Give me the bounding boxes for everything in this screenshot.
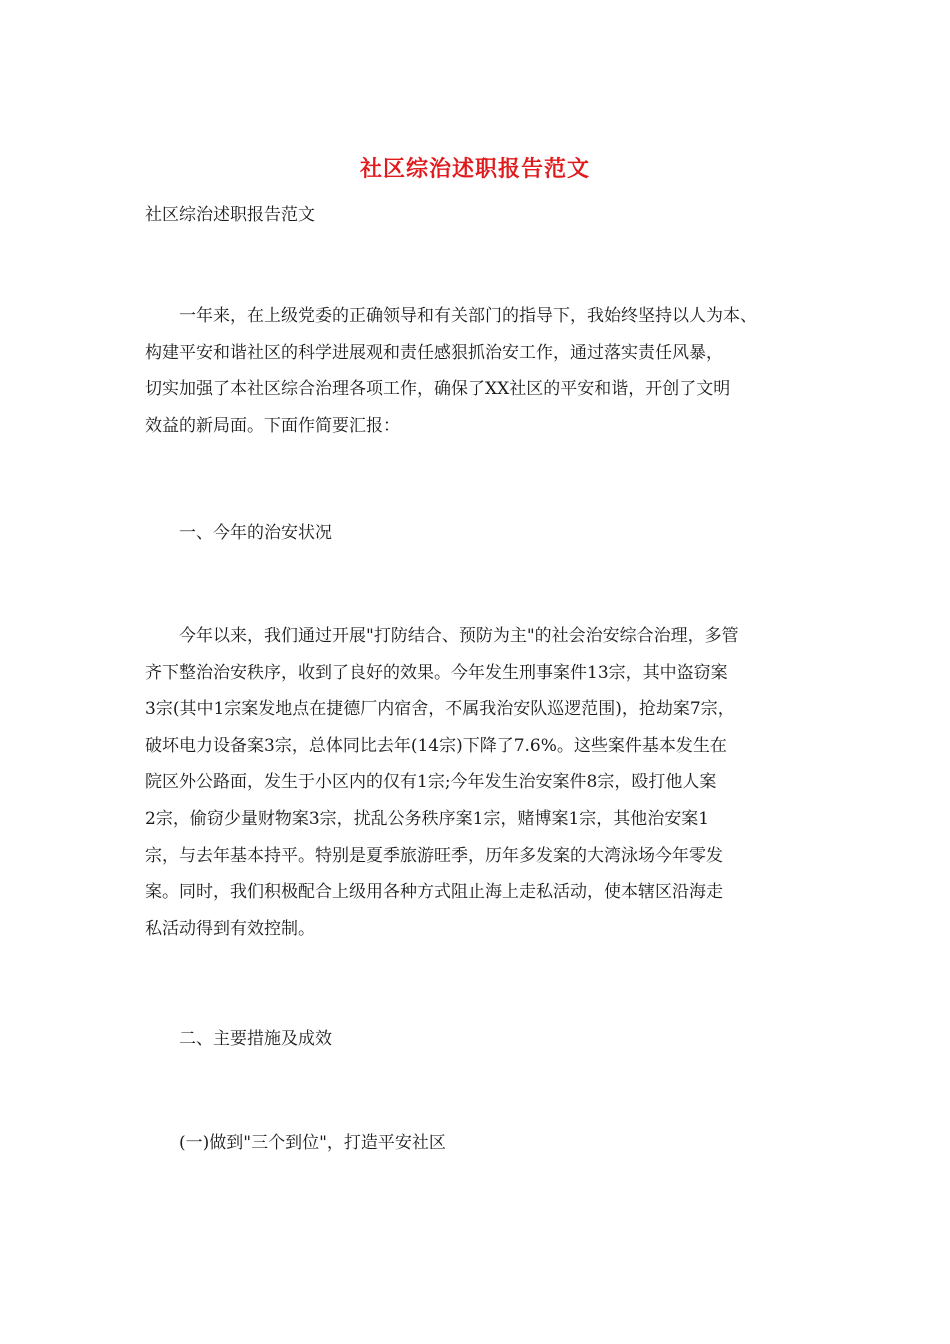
paragraph-line: 构建平安和谐社区的科学进展观和责任感狠抓治安工作，通过落实责任风暴， [145, 342, 723, 363]
subsection-heading-1: (一)做到"三个到位"，打造平安社区 [179, 1133, 446, 1153]
paragraph-line: 私活动得到有效控制。 [145, 918, 315, 939]
paragraph-line: 院区外公路面，发生于小区内的仅有1宗;今年发生治安案件8宗，殴打他人案 [145, 772, 717, 793]
document-title: 社区综治述职报告范文 [359, 156, 590, 182]
paragraph-line: 切实加强了本社区综合治理各项工作，确保了XX社区的平安和谐，开创了文明 [145, 379, 731, 400]
paragraph-line: 今年以来，我们通过开展"打防结合、预防为主"的社会治安综合治理，多管 [179, 626, 739, 646]
paragraph-line: 效益的新局面。下面作简要汇报： [145, 415, 400, 436]
paragraph-line: 案。同时，我们积极配合上级用各种方式阻止海上走私活动，使本辖区沿海走 [145, 882, 723, 903]
paragraph-line: 一年来，在上级党委的正确领导和有关部门的指导下，我始终坚持以人为本、 [179, 306, 757, 326]
section-heading-2: 二、主要措施及成效 [179, 1029, 332, 1049]
document-subtitle: 社区综治述职报告范文 [145, 205, 315, 225]
paragraph-line: 3宗(其中1宗案发地点在捷德厂内宿舍，不属我治安队巡逻范围)，抢劫案7宗， [145, 699, 735, 720]
intro-paragraph [145, 298, 815, 444]
paragraph-line: 2宗，偷窃少量财物案3宗，扰乱公务秩序案1宗，赌博案1宗，其他治安案1 [145, 808, 710, 829]
section1-paragraph [145, 618, 815, 947]
section-heading-1: 一、今年的治安状况 [179, 523, 332, 543]
paragraph-line: 宗，与去年基本持平。特别是夏季旅游旺季，历年多发案的大湾泳场今年零发 [145, 845, 723, 866]
paragraph-line: 齐下整治治安秩序，收到了良好的效果。今年发生刑事案件13宗，其中盗窃案 [145, 662, 728, 683]
paragraph-line: 破坏电力设备案3宗，总体同比去年(14宗)下降了7.6%。这些案件基本发生在 [145, 735, 727, 756]
